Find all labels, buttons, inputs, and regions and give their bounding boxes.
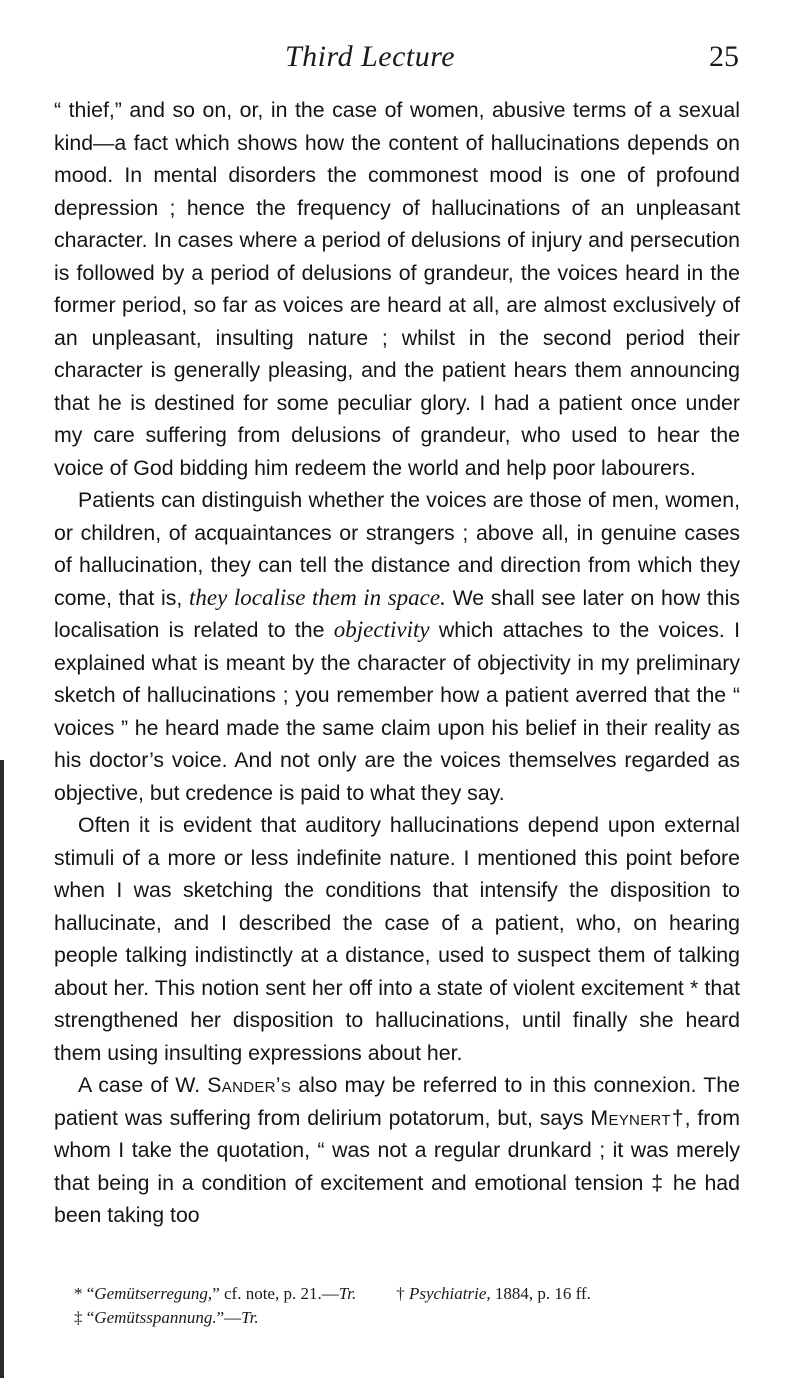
paragraph-4-text-c: †, from whom I take the quotation, “ was not a regular drunkard ; it was merely that being in a condition of excitement and emotional tension ‡ he had been taking too [54,1105,740,1227]
footnote-2 [396,1282,591,1306]
paragraph-2-text-b: We shall see later on how this localisation is related to the [54,585,740,642]
paragraph-3-text: Often it is evident that auditory hallucinations depend upon external stimuli of a more or less indefinite nature. I mentioned this point before when I was sketching the conditions that intensify the disposition to hallucinate, and I described the case of a patient, who, on hearing people talking indistinctly at a distance, used to suspect them of talking about her. This notion sent her off into a state of violent excitement * that strengthened her disposition to hallucinations, until finally she heard them using insulting expressions about her. [54,813,740,1065]
paragraph-2-text-c: which attaches to the voices. I explained what is meant by the character of objectivity in my preliminary sketch of hallucinations ; you remember how a patient averred that the “ voices ” he heard made the same claim upon his belief in their reality as his doctor’s voice. And not only are the voices themselves regarded as objective, but credence is paid to what they say. [54,618,740,805]
footnote-1-text: ” cf. note, p. 21.— [212,1284,339,1303]
footnote-2-mark: † [396,1284,409,1303]
paragraph-4-text-a: A case of W. [78,1073,208,1097]
footnote-3-translator: Tr. [241,1308,259,1327]
footnote-row-1 [74,1282,734,1306]
footnote-1-translator: Tr. [338,1284,357,1303]
paragraph-1-text: “ thief,” and so on, or, in the case of women, abusive terms of a sexual kind—a fact which shows how the content of hallucinations depends on mood. In mental disorders the commonest mood is one of profound depression ; hence the frequency of hallucinations of an unpleasant character. In cases where a period of delusions of injury and persecution is followed by a period of delusions of grandeur, the voices heard in the former period, so far as voices are heard at all, are almost exclusively of an unpleasant, insulting nature ; whilst in the second period their character is generally pleasing, and the patient hears them announcing that he is destined for some peculiar glory. I had a patient once under my care suffering from delusions of grandeur, who used to hear the voice of God bidding him redeem the world and help poor labourers. [54,98,740,480]
footnote-3-mark: ‡ “ [74,1308,95,1327]
emphasis-objectivity: objectivity [333,617,430,642]
emphasis-localise: they localise them in space. [189,584,446,610]
running-head [0,40,801,80]
footnote-2-text: 1884, p. 16 ff. [490,1284,591,1303]
footnote-row-2 [74,1306,734,1330]
footnote-1 [74,1282,356,1306]
footnotes [74,1282,734,1330]
paragraph-2-text-a: Patients can distinguish whether the voices are those of men, women, or children, of acquaintances or strangers ; above all, in genuine cases of hallucination, they can tell the distance and direction from which they come, that is, [54,488,740,610]
footnote-1-mark: * “ [74,1284,95,1303]
name-meynert: Meynert [590,1105,671,1130]
footnote-3 [74,1306,259,1330]
name-sander: Sander’s [207,1073,292,1097]
paragraph-3 [54,809,740,1069]
footnote-1-term: Gemütserregung, [94,1284,213,1303]
paragraph-4-text-b: also may be referred to in this connexion. The patient was suffering from delirium potatorum, but, says [54,1073,740,1130]
page-edge-shadow [0,760,4,1378]
footnote-3-text: ”— [216,1308,242,1327]
paragraph-2 [54,484,740,809]
paragraph-4 [54,1069,740,1232]
page-number: 25 [709,40,739,73]
footnote-2-term: Psychiatrie, [408,1284,491,1303]
body-text [54,94,740,1232]
running-title: Third Lecture [285,40,456,73]
paragraph-1 [54,94,740,484]
footnote-3-term: Gemütsspannung. [94,1308,217,1327]
